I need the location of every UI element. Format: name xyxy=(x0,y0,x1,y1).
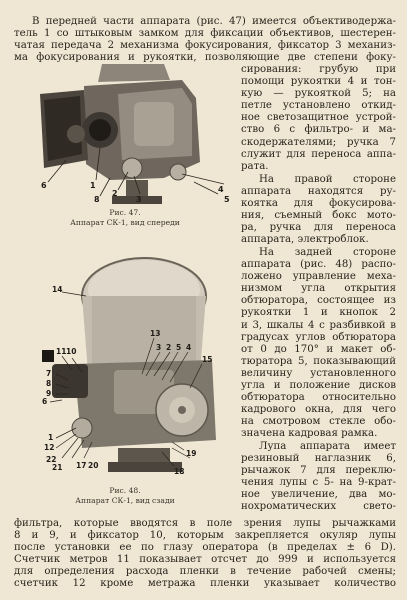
callout-8: 8 xyxy=(94,195,100,204)
callout-2: 2 xyxy=(166,343,172,352)
caption-text: Аппарат СК-1, вид сзади xyxy=(75,495,175,505)
callout-1: 1 xyxy=(90,181,96,190)
text-line: ство 6 с фильтро- и ма- xyxy=(241,124,396,136)
camera-rear-illustration xyxy=(22,252,236,476)
text-line: служит для переноса аппа- xyxy=(241,148,396,160)
callout-9: 9 xyxy=(46,389,52,398)
paragraph-rear-side xyxy=(241,247,396,441)
text-line: помощи рукоятки 4 и тон- xyxy=(241,76,396,88)
callout-3: 3 xyxy=(136,195,142,204)
text-line: На задней стороне xyxy=(259,247,396,258)
figure-48-caption xyxy=(14,486,236,505)
callout-17: 17 xyxy=(76,461,87,470)
text-line: ное увеличение, два мо- xyxy=(241,489,396,501)
figure-47 xyxy=(14,64,236,204)
text-line: тюратора 5, показывающий xyxy=(241,355,396,367)
text-line: аппарата (рис. 48) распо- xyxy=(241,259,396,271)
text-line: обтюратора, состоящее из xyxy=(241,295,396,307)
callout-3: 3 xyxy=(156,343,162,352)
callout-20: 20 xyxy=(88,461,99,470)
text-line: коятка для фокусирова- xyxy=(241,198,396,210)
callout-1: 1 xyxy=(48,433,54,442)
text-line: градусах углов обтюратора xyxy=(241,331,396,343)
text-line: фильтра, которые вводятся в поле зрения лупы рычажками xyxy=(14,518,396,529)
text-line: ма фокусирования и рукоятки, позволяющие две степени фоку- xyxy=(14,52,396,64)
text-line: 8 и 9, и фиксатор 10, которым закрепляется окуляр лупы xyxy=(14,530,396,542)
text-line: низмом угла открытия xyxy=(241,283,396,295)
callout-15: 15 xyxy=(202,355,213,364)
text-line: ния, съемный бокс мото- xyxy=(241,210,396,222)
text-line: ра, ручка для переноса xyxy=(241,222,396,234)
text-line: чения лупы с 5- на 9-крат- xyxy=(241,477,396,489)
caption-text: Аппарат СК-1, вид спереди xyxy=(70,217,180,227)
text-line: чатая передача 2 механизма фокусирования, фиксатор 3 механиз- xyxy=(14,40,396,52)
text-line: ложено управление меха- xyxy=(241,271,396,283)
text-line: кую — рукояткой 5; на xyxy=(241,88,396,100)
callout-18: 18 xyxy=(174,467,185,476)
text-line: аппарата находятся ру- xyxy=(241,186,396,198)
callout-5: 5 xyxy=(224,195,230,204)
callout-5: 5 xyxy=(176,343,182,352)
text-line: рычажок 7 для переклю- xyxy=(241,465,396,477)
callout-13: 13 xyxy=(150,329,161,338)
callout-6: 6 xyxy=(41,181,47,190)
paragraph-loupe xyxy=(241,441,396,514)
text-line: кадрового окна, для чего xyxy=(241,404,396,416)
text-line: резиновый наглазник 6, xyxy=(241,453,396,465)
text-line: после установки ее по глазу оператора (в пределах ± 6 D). xyxy=(14,542,396,554)
text-line: скодержателями; ручка 7 xyxy=(241,136,396,148)
callout-11: 11 xyxy=(56,347,67,356)
callout-6: 6 xyxy=(42,397,48,406)
callout-21: 21 xyxy=(52,463,63,472)
callout-2: 2 xyxy=(112,189,118,198)
paragraph-loupe-continued xyxy=(14,518,396,591)
text-line: рукоятки 1 и кнопок 2 xyxy=(241,307,396,319)
text-line: В передней части аппарата (рис. 47) имеется объективодержа- xyxy=(32,16,396,27)
text-line: Лупа аппарата имеет xyxy=(259,441,396,452)
figure-47-caption xyxy=(14,208,236,227)
text-line: Счетчик метров 11 показывает отсчет до 999 и используется xyxy=(14,554,396,566)
caption-number: Рис. 48. xyxy=(109,486,141,495)
text-line: и 3, шкалы 4 с разбивкой в xyxy=(241,319,396,331)
text-line: счетчик 12 кроме метража пленки указывает количество xyxy=(14,578,396,590)
text-line: ное светозащитное устрой- xyxy=(241,112,396,124)
callout-14: 14 xyxy=(52,285,63,294)
text-line: аппарата, электроблок. xyxy=(241,234,369,246)
callout-10: 10 xyxy=(66,347,77,356)
text-line: от 0 до 170° и макет об- xyxy=(241,343,396,355)
callout-4: 4 xyxy=(218,185,224,194)
text-line: сирования: грубую при xyxy=(241,64,396,75)
text-line: угла и положение дисков xyxy=(241,380,396,392)
paragraph-front-intro xyxy=(14,16,396,64)
text-line: На правой стороне xyxy=(259,174,396,185)
text-line: на смотровом стекле обо- xyxy=(241,416,396,428)
paragraph-right-side xyxy=(241,174,396,247)
callout-4: 4 xyxy=(186,343,192,352)
text-line: нохроматических свето- xyxy=(241,501,396,513)
text-line: обтюратора относительно xyxy=(241,392,396,404)
caption-number: Рис. 47. xyxy=(109,208,141,217)
camera-front-illustration xyxy=(14,64,236,204)
figure-48 xyxy=(22,252,236,476)
text-line: тель 1 со штыковым замком для фиксации объективов, шестерен- xyxy=(14,28,396,40)
text-line: рата. xyxy=(241,160,269,172)
callout-22: 22 xyxy=(46,455,57,464)
callout-19: 19 xyxy=(186,449,197,458)
paragraph-front-continued xyxy=(241,64,396,173)
text-line: петле установлено откид- xyxy=(241,100,396,112)
callout-8: 8 xyxy=(46,379,52,388)
callout-12: 12 xyxy=(44,443,55,452)
text-line: величину установленного xyxy=(241,367,396,379)
callout-7: 7 xyxy=(46,369,52,378)
text-line: значена кадровая рамка. xyxy=(241,428,378,440)
text-line: для определения расхода пленки в течение рабочей смены; xyxy=(14,566,396,578)
